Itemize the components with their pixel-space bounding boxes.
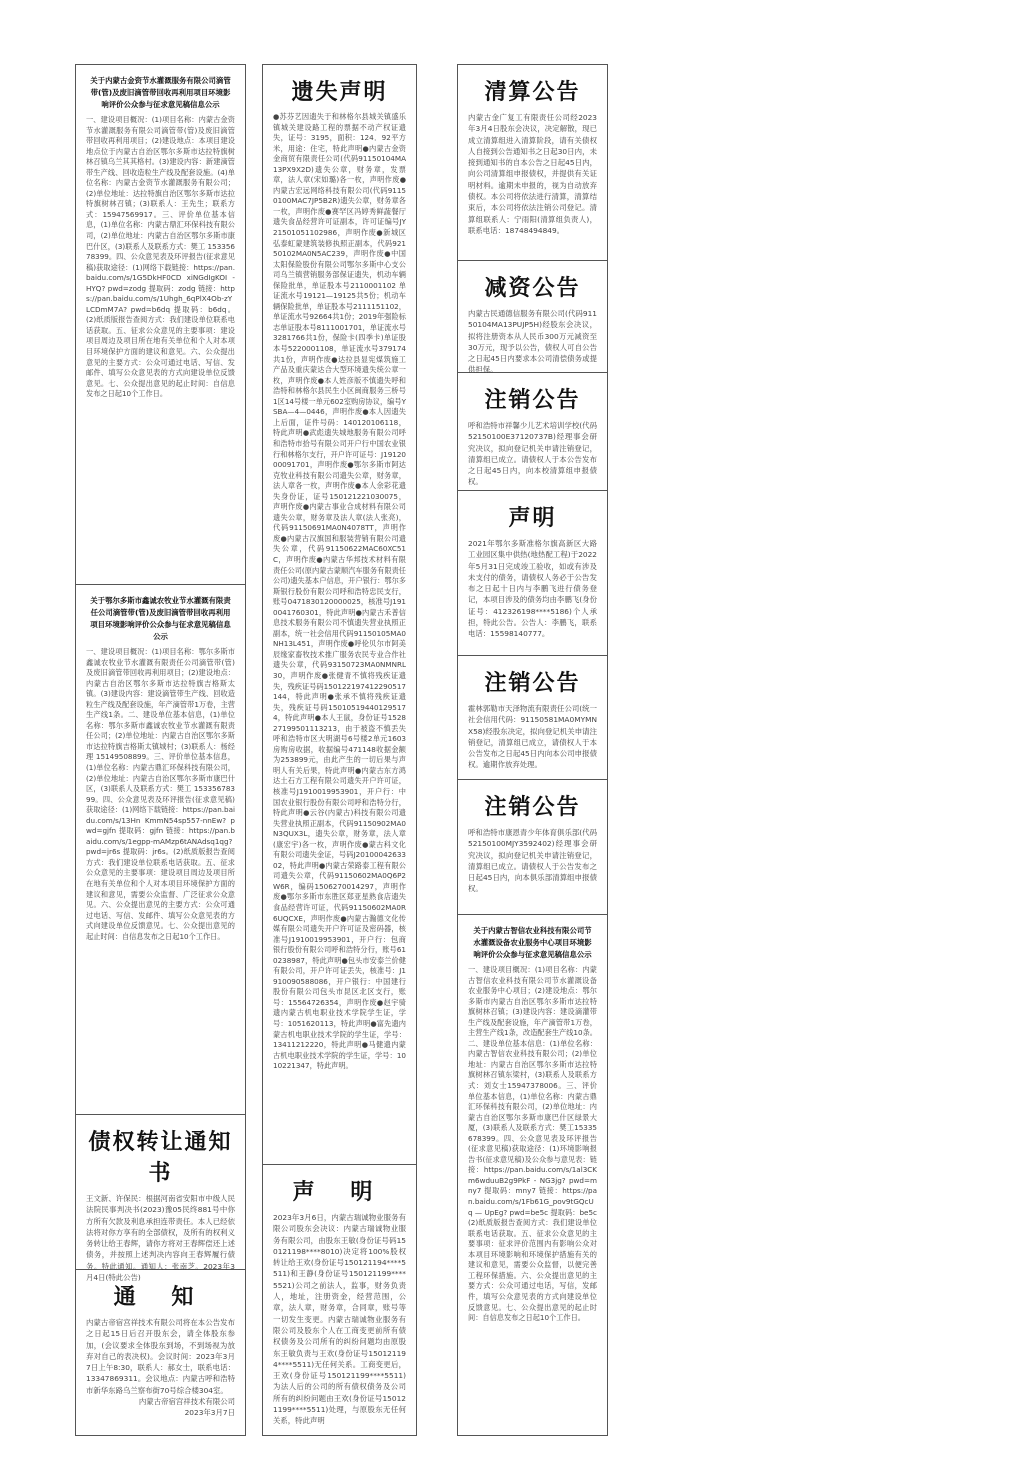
- notice-body: 一、建设项目概况：(1)项目名称：鄂尔多斯市鑫诚农牧业节水灌溉有限责任公司滴管带(管)及废旧滴管带回收再利用项目；(2)建设地点：内蒙古自治区鄂尔多斯市达拉特旗吉格斯太镇。(3)建设内容：建设滴管带生产线、回收造粒生产线及配套设施，年产滴管带1万卷，主营生产线1条。二、建设单位基本信息，(1)单位名称：鄂尔多斯市鑫诚农牧业节水灌溉有限责任公司；(2)单位地址：内蒙古自治区鄂尔多斯市达拉特旗吉格斯太镇城村；(3)联系人：杨经理 15149508899。三、评价单位基本信息，(1)单位名称：内蒙古鼎汇环保科技有限公司，(2)单位地址：内蒙古自治区鄂尔多斯市康巴什区，(3)联系人及联系方式：樊工 15335678399。四、公众意见表及环评报告(征求意见稿)获取途径：(1)网络下载链接：https://pan.baidu.com/s/13Hn KmmN54sp557-nnEw? pwd=gjfn 提取码：gjfn 链接：https://pan.baidu.com/s/1egpp-mAMzp6tANAdsq1qg? pwd=jr6s 提取码：jr6s。(2)纸质版报告查阅方式：我们建设单位联系电话获取。五、征求公众意见的主要事项：建设项目周边及项目所在地有关单位和个人对本项目环境保护方面的建议和意见，需要公众监督、广泛征求公众意见。六、公众提出意见的主要方式：公众可通过电话、写信、发邮件、填写公众意见表的方式向建设单位反馈意见。七、公众提出意见的起止时间：自信息发布之日起10个工作日。: [86, 647, 235, 941]
- middle-column: [262, 64, 417, 1436]
- notice-heading: 注销公告: [484, 388, 581, 413]
- deregistration-notice-club: [458, 780, 607, 915]
- notice-heading: 关于内蒙古金资节水灌溉服务有限公司滴管带(管)及废旧滴管带回收再利用项目环境影响评价公众参与征求意见稿信息公示: [90, 76, 231, 109]
- debt-statement: [458, 491, 607, 656]
- loss-declarations: [263, 65, 416, 1165]
- notice-body: 内蒙古金广复工有限责任公司经2023年3月4日股东会决议，决定解散，现已成立清算组进入清算阶段，请有关债权人自接到公告通知书之日起30日内，未接到通知书的自本公告之日起45日内，向公司清算组申报债权，并提供有关证明材料。逾期未申报的，视为自动放弃债权。本公司将依法进行清算，清算结束后，本公司将依法注销公司登记。清算组联系人：宁雨阳(清算组负责人)，联系电话：18748494849。: [468, 113, 597, 235]
- deregistration-notice-logistics: [458, 656, 607, 780]
- notice-signature: 内蒙古帝宿宫祥技术有限公司: [138, 1397, 235, 1407]
- left-column: [75, 64, 246, 1436]
- capital-reduction-notice: [458, 261, 607, 373]
- meeting-notice: [76, 1270, 245, 1437]
- notice-heading: 减资公告: [484, 276, 581, 301]
- notice-body: 王文新、许保民：根据河南省安阳市中级人民法院民事判决书(2023)豫05民终881号中你方所有欠款及利息承担连带责任。本人已经依法将对你方享有的全部债权，及所有的权利义务转让给王春辉，请你方将对王春辉偿还上述债务，并按照上述判决内容向王春辉履行债务。特此通知。通知人：张南芝。2023年3月4日(特此公告): [86, 1194, 235, 1283]
- notice-body: 呼和浩特市祥馨少儿艺术培训学校(代码52150100E37120737B)经理事会研究决议，拟向登记机关申请注销登记，清算组已成立。请债权人于本公告发布之日起45日内，向本校清算组申报债权。: [468, 421, 597, 487]
- notice-heading: 关于鄂尔多斯市鑫诚农牧业节水灌溉有限责任公司滴管带(管)及废旧滴管带回收再利用项目环境影响评价公众参与征求意见稿信息公示: [90, 596, 231, 641]
- notice-heading: 注销公告: [484, 795, 581, 820]
- notice-body: ●苏芬艺因遗失于和林格尔县城关镇盛乐镇城关建设路工程的票据不动产权证遗失，证号：3195，面积：124．92平方米，用途：住宅，特此声明●内蒙古金资金商贸有限责任公司(代码91150104MA13PX9X2D)遗失公章，财务章，发票章，法人章(宋如璐)各一枚，声明作废●内蒙古宏远网络科技有限公司(代码91150100MAC7JP5B2R)遗失公章，财务章各一枚，声明作废●赛罕区冯婷秀鲜蔬餐厅遗失食品经营许可证副本，许可证编号JY21501051102986，声明作废●新城区弘泰虹蒙建筑装修执照正副本，代码92150102MA0N5AC239，声明作废●中国太阳保险股份有限公司鄂尔多斯中心支公司乌兰镇营销服务部保证遗失，机动车辆保险批单，单证股本号2110001102 单证流水号19121—19125共5份；机动车辆保险批单，单证股本号2111151102，单证流水号92664共1份；2019年强险标志单证股本号8111001701，单证流水号3281766共1份，保险卡(四季卡)单证股本号5220001108，单证流水号379174共1份，声明作废●达拉县显宪煤筑施工产品及重庆蒙达合大型环境遗失统公章一枚，声明作废●本人姓彦版不慎遗失呼和浩特和林格尔县民生小区闽商服务三桥号1区14号楼一单元602室购房协议，编号YSBA—4—0446，声明作废●本人因遗失上后面，证件号码：140120106118，特此声明●武彪遗失城地服务有限公司呼和浩特市拾号有限公司开户行中国农业银行和林格尔支行，开户许可证号：J1912000091701，声明作废●鄂尔多斯市阿达克牧业科技有限公司遗失公章，财务章，法人章各一枚，声明作废●本人余彩花遗失身份证，证号150121221030075，声明作废●内蒙古事业合成材料有限公司遗失公章，财务章及法人章(法人张亮)，代码91150691MA0N4078TT，声明作废●内蒙古汉旗国和服装营销有限公司遗失公章，代码91150622MAC60XC51C，声明作废●内蒙古华邦技术材料有限责任公司(原内蒙古蒙顺汽车服务有限责任公司)遗失基本户信息，开户银行：鄂尔多斯银行股份有限公司呼和浩特忠民支行，账号0471830120000025，核准号J1910041760301，特此声明●内蒙古禾普信息技术服务有限公司不慎遗失营业执照正副本，统一社会信用代码91150105MA0NH13L451，声明作废●呼伦贝尔市阿美辰缘家畜牧技术推广服务农民专业合作社遗失公章，代码93150723MA0NMNRL30，声明作废●张健青不慎将残疾证遗失，残疾证号码150122197412290517144，特此声明●张承不慎将残疾证遗失，残疾证号码150105194401295174，特此声明●本人王鼠，身份证号152827199501113213，由于被盗不慎丢失呼和浩特市区大明湖号6号楼2单元1603房购房收据，收据编号471148收据金额为253899元，由此产生的一切后果与声明人有关后果，特此声明●内蒙古东方鸿达土石方工程有限公司遗失开户许可证，核准号J1910019953901，开户行：中国农业银行股份有限公司呼和浩特分行，特此声明●云谷(内蒙古)科技有限公司遗失营业执照正副本，代码91150902MA0N3QUX3L，遗失公章，财务章，法人章(康宏宇)各一枚，声明作废●蒙古科文化有限公司遗失金证，号码J2010004263302，特此声明●内蒙古荣路泰工程有限公司遗失公章，代码91150602MA0Q6P2W6R，编码1506270014297，声明作废●鄂尔多斯市东胜区郑亚星熟食店遗失食品经营许可证，代码91150602MA0R6UQCXE，声明作废●内蒙古瀚德文化传媒有限公司遗失开户许可证及密码器，核准号J1910019953901，开户行：包商银行股份有限公司呼和浩特分行，账号610238987，特此声明●包头市安泰兰价健有限公司，开户许可证丢失，核准号：J1910090588086，开户银行：中国建行股份有限公司包头市昆区北区支行，账号：15564726354，声明作废●赵宇骑遗内蒙古机电职业技术学院学生证，学号：1051620113，特此声明●富先遗内蒙古机电职业技术学院的学生证，学号：13411212220，特此声明●马健遗内蒙古机电职业技术学院的学生证，学号：1010221347，特此声明。: [273, 112, 406, 1071]
- deregistration-notice-school: [458, 373, 607, 491]
- equity-statement: [263, 1165, 416, 1437]
- right-column: [457, 64, 608, 1436]
- notice-body: 霍林郭勒市天泽物流有限责任公司(统一社会信用代码：91150581MA0MYMNX58)经股东决定，拟向登记机关申请注销登记，清算组已成立，请债权人于本公告发布之日起45日内向本公司申报债权。逾期作放弃处理。: [468, 704, 597, 770]
- notice-heading: 清算公告: [484, 80, 581, 105]
- notice-body: 内蒙古民通德信服务有限公司(代码91150104MA13PUJP5H)经股东会决议，拟将注册资本从人民币300万元减资至30万元，现予以公告，债权人可自公告之日起45日内要求本公司清偿债务或提供担保。: [468, 309, 597, 375]
- notice-heading: 声 明: [292, 1180, 387, 1205]
- notice-heading: 通 知: [113, 1285, 208, 1310]
- notice-body: 一、建设项目概况：(1)项目名称：内蒙古智信农业科技有限公司节水灌溉设备农业服务中心项目；(2)建设地点：鄂尔多斯市内蒙古自治区鄂尔多斯市达拉特旗树林召镇；(3)建设内容：建设滴灌带生产线及配套设施，年产滴管带1万卷，主营生产线1条，改造配套生产线10条。二、建设单位基本信息：(1)单位名称：内蒙古智信农业科技有限公司；(2)单位地址：内蒙古自治区鄂尔多斯市达拉特旗树林召镇东梁村，(3)联系人及联系方式：刘女士15947378006。三、评价单位基本信息，(1)单位名称：内蒙古鼎汇环保科技有限公司，(2)单位地址：内蒙古自治区鄂尔多斯市康巴什区绿景大厦，(3)联系人及联系方式：樊工15335678399。四、公众意见表及环评报告(征求意见稿)获取途径：(1)环境影响报告书(征求意见稿)及公众参与意见表：链接：https://pan.baidu.com/s/1al3CKm6wduuB2g9PkF - NG3jg? pwd=mny7 提取码：mny7 链接：https://pan.baidu.com/s/1Fb61G_pov9tGQcUq — UpEg? pwd=be5c 提取码：be5c(2)纸质版报告查阅方式：我们建设单位联系电话获取。五、征求公众意见的主要事项：征求评价范围内有影响公众对本项目环境影响和环境保护措施有关的建议和意见，需要公众监督，以便完善工程环保措施。六、公众提出意见的主要方式：公众可通过电话，写信，发邮件，填写公众意见表的方式向建设单位反馈意见。七、公众提出意见的起止时间：自信息发布之日起10个工作日。: [468, 965, 597, 1323]
- notice-body: 呼和浩特市康恩青少年体育俱乐部(代码52150100MJY3592402)经理事会研究决议，拟向登记机关申请注销登记，清算组已成立。请债权人于公告发布之日起45日内，向本俱乐部清算组申报债权。: [468, 828, 597, 894]
- notice-body: 2021年鄂尔多斯准格尔旗高新区大路工业园区集中供热(地热配工程)于2022年5月31日完成竣工验收，如或有涉及未支付的债务，请债权人务必于公告发布之日起十日内与李鹏飞进行债务登记，本项目涉及的债务均由李鹏飞(身份证号：412326198****5186)个人承担，特此公告。公告人：李鹏飞，联系电话：15598140777。: [468, 539, 597, 639]
- notice-heading: 债权转让通知书: [88, 1130, 233, 1186]
- notice-heading: 关于内蒙古智信农业科技有限公司节水灌溉设备农业服务中心项目环境影响评价公众参与征求意见稿信息公示: [473, 926, 592, 959]
- notice-body: 2023年3月6日，内蒙古瑞诚物业服务有限公司股东会决议：内蒙古瑞诚物业服务有限公司，由股东王敏(身份证号码150121198****8010)决定将100%股权转让给王欢(身份证号150121194****5511)和王静(身份证号150121199****5521)公司之前法人，监事，财务负责人，地址，注册资金，经营范围，公章，法人章，财务章，合同章，账号等一切发生变更。内蒙古瑞诚物业服务有限公司及股东个人在工商变更前所有债权债务及公司所有的纠纷问题均由原股东王敏负责与王欢(身份证号150121194****5511)无任何关系。工商变更后，王欢(身份证号150121199****5511)为法人后的公司的所有债权债务及公司所有的纠纷问题由王欢(身份证号150121199****5511)处理，与原股东无任何关系，特此声明: [273, 1213, 406, 1426]
- notice-date: 2023年3月7日: [184, 1408, 235, 1418]
- notice-heading: 声明: [508, 506, 557, 531]
- notice-heading: 注销公告: [484, 671, 581, 696]
- debt-transfer-notice: [76, 1115, 245, 1283]
- eia-notice-jinzi: [76, 65, 245, 585]
- liquidation-notice: [458, 65, 607, 261]
- notice-heading: 遗失声明: [291, 80, 388, 105]
- notice-body: 内蒙古帝宿宫祥技术有限公司将在本公告发布之日起15日后召开股东会，请全体股东参加，(会议要求全体股东到场，不到场视为放弃对自己的表决权)。会议时间：2023年3月7日上午8:30，联系人：郝女士，联系电话：13347869311。会议地点：内蒙古呼和浩特市新华东路乌兰察布街70号综合楼304室。: [86, 1318, 235, 1395]
- eia-notice-zhixin: [458, 915, 607, 1437]
- notice-body: 一、建设项目概况：(1)项目名称：内蒙古金资节水灌溉服务有限公司滴管带(管)及废旧滴管带回收再利用项目；(2)建设地点：本项目建设地点位于内蒙古自治区鄂尔多斯市达拉特旗树林召镇乌兰其其格村。(3)建设内容：新建滴管带生产线、回收造粒生产线及配套设施。(4)单位名称：内蒙古金资节水灌溉服务有限公司；(2)单位地址：达拉特旗自治区鄂尔多斯市达拉特旗树林召镇；(3)联系人：王先生；联系方式：15947569917。三、评价单位基本信息，(1)单位名称：内蒙古鼎汇环保科技有限公司，(2)单位地址：内蒙古自治区鄂尔多斯市康巴什区，(3)联系人及联系方式：樊工 15335678399。四、公众意见表及环评报告(征求意见稿)获取途径：(1)网络下载链接：https://pan.baidu.com/s/1G5DkHF0CD xiNGdIgKOI - HYQ? pwd=zodg 提取码：zodg 链接：https://pan.baidu.com/s/1Uhgh_6qPlX4Ob-zYLCDmM7A? pwd=b6dq 提取码：b6dq。(2)纸质版报告查阅方式：我们建设单位联系电话获取。五、征求公众意见的主要事项：建设项目周边及项目所在地有关单位和个人对本项目环境保护方面的建议和意见。六、公众提出意见的主要方式：公众可通过电话、写信、发邮件、填写公众意见表的方式向建设单位反馈意见。七、公众提出意见的起止时间：自信息发布之日起10个工作日。: [86, 115, 235, 399]
- eia-notice-xincheng: [76, 585, 245, 1115]
